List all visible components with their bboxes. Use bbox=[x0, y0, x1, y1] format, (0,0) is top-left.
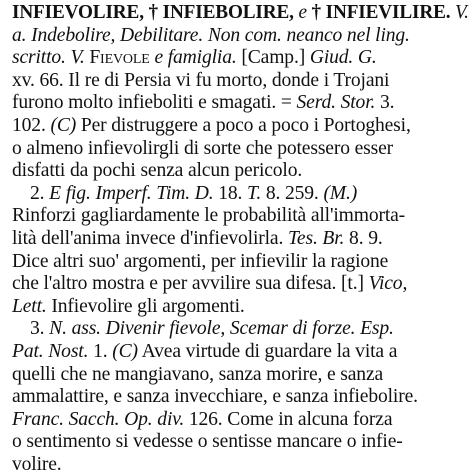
text-line bbox=[12, 409, 469, 432]
text-run: 18. bbox=[213, 182, 248, 204]
text-run: ammalattire, e sanza invecchiare, e sanza infiebolire. bbox=[12, 386, 418, 408]
text-line bbox=[12, 47, 469, 70]
text-run: 1. bbox=[88, 340, 113, 362]
text-run: Tes. Br. bbox=[287, 227, 345, 249]
text-line bbox=[12, 318, 469, 341]
text-run: Infievolire gli argomenti. bbox=[46, 295, 245, 317]
text-run: (M.) bbox=[323, 182, 358, 204]
text-run: 102. bbox=[12, 114, 51, 136]
text-line bbox=[12, 183, 469, 206]
text-run: Dice altri suo' argomenti, per infievilir la ragione bbox=[12, 250, 389, 272]
text-line bbox=[12, 431, 469, 454]
text-run: Avea virtude di guardare la vita a bbox=[137, 340, 398, 362]
text-line bbox=[12, 341, 469, 364]
text-run: 3. bbox=[30, 318, 50, 340]
text-line bbox=[12, 25, 469, 48]
text-line bbox=[12, 454, 469, 476]
text-line bbox=[12, 273, 469, 296]
text-line bbox=[12, 160, 469, 183]
text-line bbox=[12, 251, 469, 274]
text-line bbox=[12, 364, 469, 387]
text-line bbox=[12, 386, 469, 409]
text-run: Rinforzi gagliardamente le probabilità all'immorta- bbox=[12, 205, 406, 227]
text-run: scritto. V. bbox=[12, 47, 90, 69]
text-run: o almeno infievolirgli di sorte che potessero esser bbox=[12, 137, 394, 159]
text-run: e famiglia. bbox=[149, 47, 237, 69]
text-run: e bbox=[298, 2, 307, 23]
text-line bbox=[12, 205, 469, 228]
text-run: INFIEVOLIRE, † INFIEBOLIRE, bbox=[12, 2, 299, 23]
text-run: Lett. bbox=[12, 295, 47, 317]
text-run: (C) bbox=[50, 114, 77, 136]
text-run: quelli che ne mangiavano, sanza morire, e sanza bbox=[12, 363, 384, 385]
text-run: Franc. Sacch. Op. div. bbox=[12, 408, 185, 430]
text-run: Fievole bbox=[89, 47, 150, 69]
text-run: V. bbox=[455, 2, 469, 23]
text-line bbox=[12, 92, 469, 115]
text-run: volire. bbox=[12, 453, 62, 475]
text-run: N. ass. Divenir fievole, Scemar di forze. Esp. bbox=[49, 318, 394, 340]
text-line bbox=[12, 2, 469, 25]
text-run: Serd. Stor. bbox=[296, 92, 376, 114]
text-run: 3. bbox=[375, 92, 395, 114]
text-line bbox=[12, 296, 469, 319]
text-run: 2. bbox=[30, 182, 50, 204]
text-run: a. Indebolire, Debilitare. Non com. neanco nel ling. bbox=[12, 24, 410, 46]
text-run: 8. 9. bbox=[344, 227, 383, 249]
text-run: Vico, bbox=[368, 273, 408, 295]
text-run: disfatti da pochi senza alcun pericolo. bbox=[12, 160, 303, 182]
text-run: furono molto infieboliti e smagati. = bbox=[12, 92, 297, 114]
text-run: xv. 66. Il re di Persia vi fu morto, donde i Trojani bbox=[12, 69, 390, 91]
text-line bbox=[12, 115, 469, 138]
text-line bbox=[12, 228, 469, 251]
text-run: lità dell'anima invece d'infievolirla. bbox=[12, 227, 288, 249]
text-run: Per distruggere a poco a poco i Portoghesi, bbox=[76, 114, 411, 136]
text-line bbox=[12, 70, 469, 93]
text-run: o sentimento si vedesse o sentisse mancare o infie- bbox=[12, 431, 403, 453]
text-run: E fig. Imperf. Tim. D. bbox=[49, 182, 214, 204]
text-run: (C) bbox=[112, 340, 138, 362]
text-run: Pat. Nost. bbox=[12, 340, 89, 362]
text-run: [Camp.] bbox=[236, 47, 310, 69]
text-line bbox=[12, 138, 469, 161]
text-run: che l'altro mostra e per avvilire sua difesa. [t.] bbox=[12, 273, 369, 295]
text-run: 126. Come in alcuna forza bbox=[184, 408, 393, 430]
text-run: † INFIEVILIRE. bbox=[306, 2, 456, 23]
text-run: T. bbox=[247, 182, 262, 204]
text-run: 8. 259. bbox=[261, 182, 324, 204]
text-run: Giud. G. bbox=[309, 47, 377, 69]
